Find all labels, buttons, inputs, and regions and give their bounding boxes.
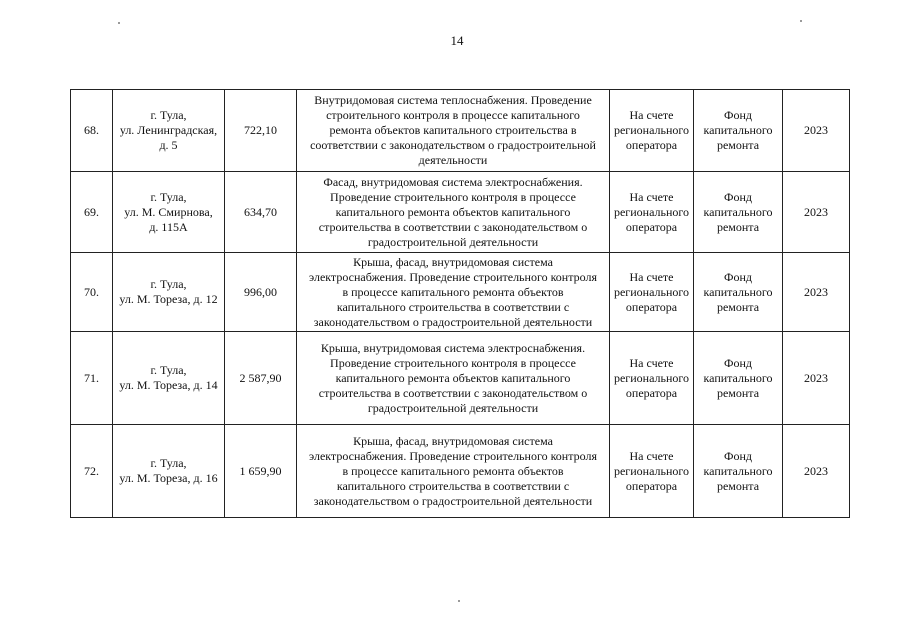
address-line: ул. М. Тореза, д. 12 — [119, 292, 218, 306]
account-line: На счете — [629, 189, 674, 204]
works-line: капитального ремонта объектов капитального — [335, 204, 571, 219]
account-cell — [610, 332, 694, 425]
address-line: ул. М. Тореза, д. 16 — [119, 471, 218, 485]
table-row — [71, 425, 850, 518]
source-line: Фонд — [723, 108, 752, 122]
source-line: ремонта — [716, 138, 760, 152]
works-line: Проведение строительного контроля в процессе — [330, 189, 576, 204]
works-line: законодательством о градостроительной деятельности — [313, 314, 593, 329]
area-cell: 722,10 — [225, 90, 297, 172]
works-cell — [297, 425, 610, 518]
works-line: строительства в соответствии с законодательством о — [318, 219, 588, 234]
account-line: На счете — [629, 355, 674, 370]
works-line: градостроительной деятельности — [367, 400, 539, 415]
works-line: электроснабжения. Проведение строительного контроля — [309, 269, 597, 284]
table-row — [71, 90, 850, 172]
works-line: Фасад, внутридомовая система электроснабжения. — [323, 174, 583, 189]
scan-artifact — [458, 600, 460, 602]
works-line: строительного контроля в процессе капитального — [326, 108, 580, 122]
table-row — [71, 332, 850, 425]
year-cell: 2023 — [783, 332, 850, 425]
works-line: Крыша, фасад, внутридомовая система — [353, 433, 553, 448]
account-cell — [610, 172, 694, 253]
source-line: ремонта — [716, 219, 760, 234]
works-cell — [297, 172, 610, 253]
account-line: оператора — [625, 478, 678, 493]
year-cell: 2023 — [783, 425, 850, 518]
works-line: Крыша, фасад, внутридомовая система — [353, 254, 553, 269]
address-line: д. 115А — [149, 219, 188, 234]
works-line: капитального строительства в соответствии с — [336, 478, 570, 493]
works-line: ремонта объектов капитального строительства в — [329, 123, 577, 137]
source-cell — [694, 425, 783, 518]
source-line: ремонта — [716, 385, 760, 400]
source-line: Фонд — [723, 355, 752, 370]
repair-program-table — [70, 89, 850, 518]
address-line: г. Тула, — [150, 456, 187, 470]
works-line: капитального ремонта объектов капитального — [335, 370, 571, 385]
account-line: оператора — [625, 385, 678, 400]
source-line: ремонта — [716, 299, 760, 314]
address-line: г. Тула, — [150, 363, 187, 377]
works-line: Крыша, внутридомовая система электроснабжения. — [320, 340, 586, 355]
source-line: Фонд — [723, 269, 752, 284]
area-cell: 2 587,90 — [225, 332, 297, 425]
works-line: Проведение строительного контроля в процессе — [330, 355, 576, 370]
source-line: капитального — [703, 370, 773, 385]
works-line: деятельности — [418, 153, 488, 167]
account-line: регионального — [613, 463, 690, 478]
scan-artifact — [800, 20, 802, 22]
table-row — [71, 253, 850, 332]
works-line: Внутридомовая система теплоснабжения. Проведение — [314, 93, 592, 107]
works-cell — [297, 253, 610, 332]
address-cell — [113, 90, 225, 172]
address-line: ул. Ленинградская, — [119, 123, 218, 137]
address-line: г. Тула, — [150, 189, 187, 204]
row-number: 68. — [71, 90, 113, 172]
address-cell — [113, 332, 225, 425]
source-line: капитального — [703, 284, 773, 299]
address-cell — [113, 253, 225, 332]
area-cell: 996,00 — [225, 253, 297, 332]
address-line: ул. М. Тореза, д. 14 — [119, 378, 218, 392]
works-cell — [297, 90, 610, 172]
address-line: г. Тула, — [150, 108, 187, 122]
source-line: Фонд — [723, 448, 752, 463]
row-number: 72. — [71, 425, 113, 518]
source-line: Фонд — [723, 189, 752, 204]
account-line: На счете — [629, 269, 674, 284]
account-line: регионального — [613, 204, 690, 219]
source-cell — [694, 253, 783, 332]
source-line: капитального — [703, 204, 773, 219]
address-line: д. 5 — [159, 138, 178, 152]
area-cell: 1 659,90 — [225, 425, 297, 518]
account-cell — [610, 90, 694, 172]
address-cell — [113, 172, 225, 253]
account-line: На счете — [629, 448, 674, 463]
works-cell — [297, 332, 610, 425]
source-cell — [694, 332, 783, 425]
works-line: соответствии с законодательством о градостроительной — [310, 138, 596, 152]
account-line: регионального — [613, 284, 690, 299]
year-cell: 2023 — [783, 90, 850, 172]
row-number: 69. — [71, 172, 113, 253]
year-cell: 2023 — [783, 253, 850, 332]
source-line: капитального — [703, 463, 773, 478]
year-cell: 2023 — [783, 172, 850, 253]
works-line: в процессе капитального ремонта объектов — [342, 284, 564, 299]
account-cell — [610, 253, 694, 332]
works-line: капитального строительства в соответствии с — [336, 299, 570, 314]
account-line: оператора — [625, 219, 678, 234]
area-cell: 634,70 — [225, 172, 297, 253]
account-cell — [610, 425, 694, 518]
row-number: 71. — [71, 332, 113, 425]
row-number: 70. — [71, 253, 113, 332]
works-line: строительства в соответствии с законодательством о — [318, 385, 588, 400]
address-cell — [113, 425, 225, 518]
works-line: электроснабжения. Проведение строительного контроля — [309, 448, 597, 463]
source-line: ремонта — [716, 478, 760, 493]
account-line: оператора — [625, 299, 678, 314]
table-row — [71, 172, 850, 253]
account-line: На счете — [629, 108, 674, 122]
source-line: капитального — [703, 123, 773, 137]
address-line: ул. М. Смирнова, — [124, 204, 213, 219]
page-number: 14 — [450, 33, 464, 48]
account-line: регионального — [613, 370, 690, 385]
account-line: регионального — [613, 123, 690, 137]
source-cell — [694, 90, 783, 172]
address-line: г. Тула, — [150, 277, 187, 291]
account-line: оператора — [625, 138, 678, 152]
source-cell — [694, 172, 783, 253]
works-line: законодательством о градостроительной деятельности — [313, 493, 593, 508]
scan-artifact — [118, 22, 120, 24]
works-line: градостроительной деятельности — [367, 234, 539, 249]
works-line: в процессе капитального ремонта объектов — [342, 463, 564, 478]
